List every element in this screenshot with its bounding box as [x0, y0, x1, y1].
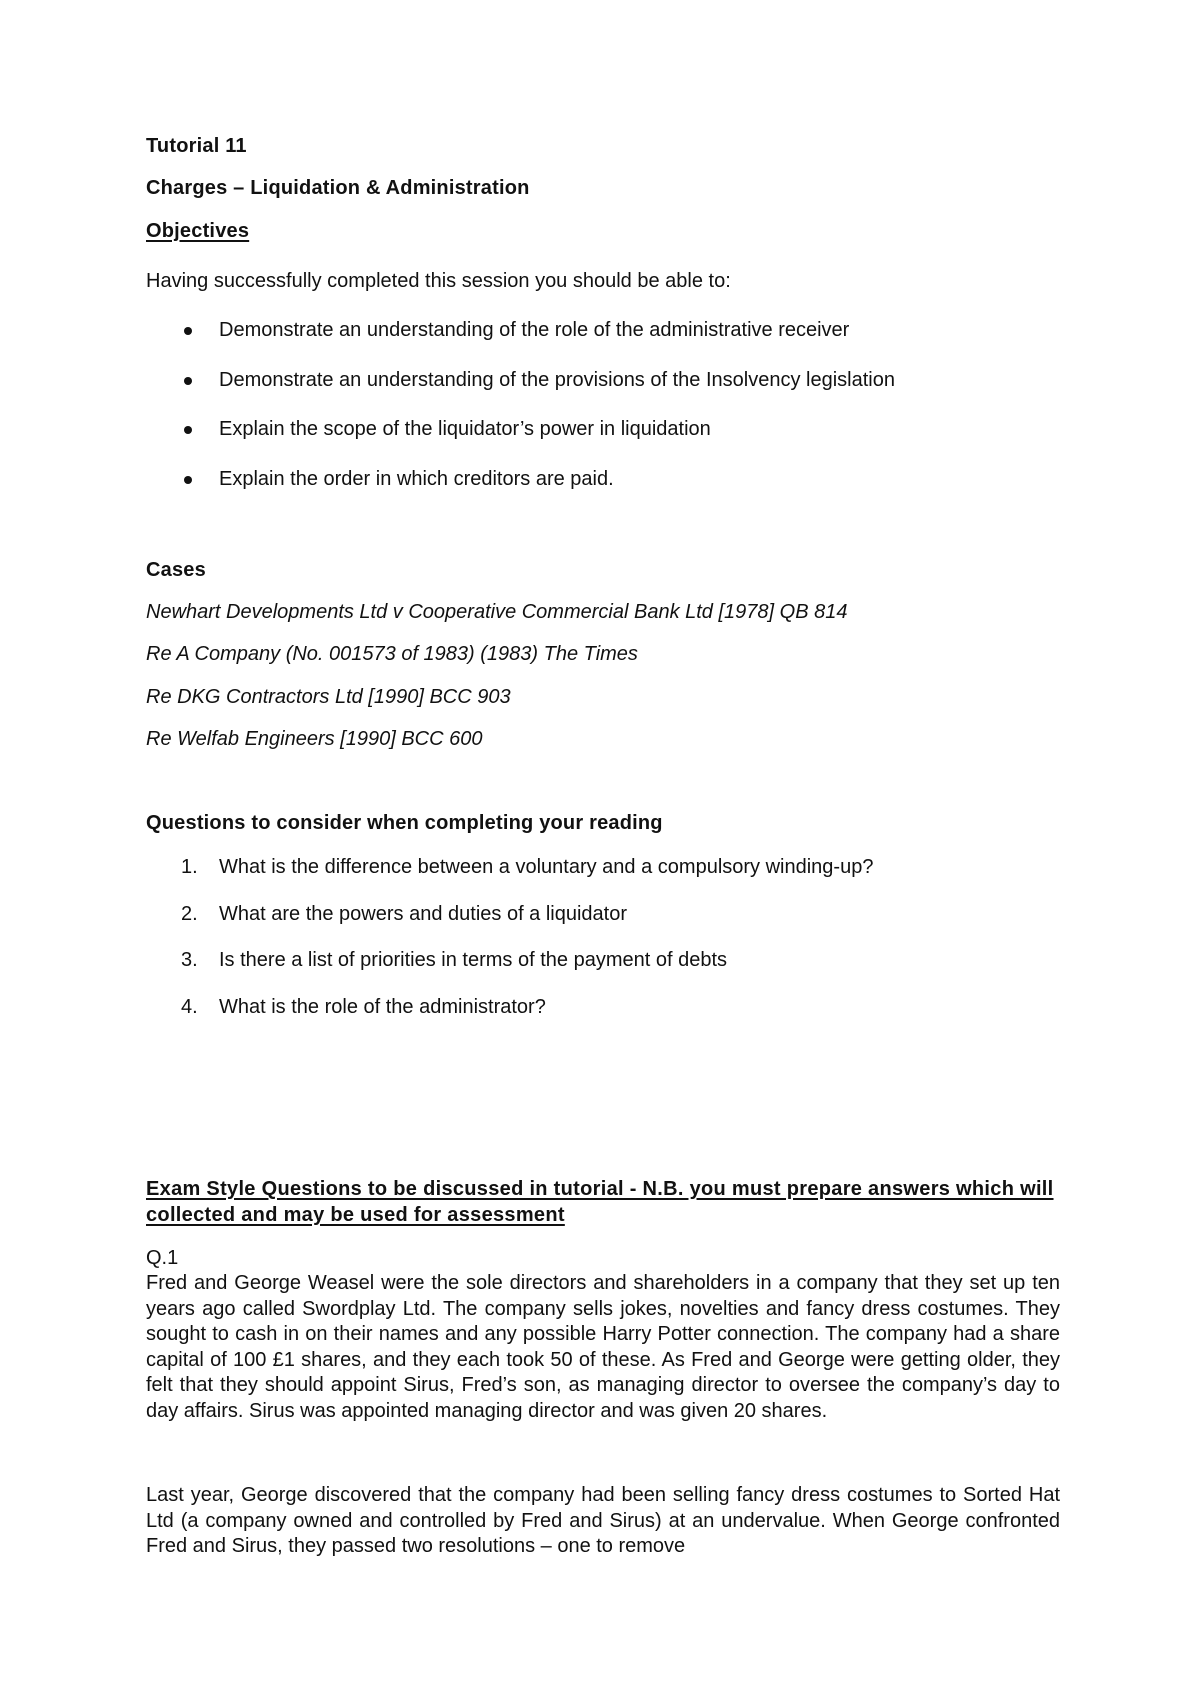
objective-text: Demonstrate an understanding of the provisions of the Insolvency legislation: [219, 369, 895, 391]
question-text: What is the role of the administrator?: [219, 996, 546, 1018]
tutorial-subtitle: Charges – Liquidation & Administration: [146, 177, 530, 199]
case-citation: Re Welfab Engineers [1990] BCC 600: [146, 728, 483, 750]
case-citation: Newhart Developments Ltd v Cooperative Commercial Bank Ltd [1978] QB 814: [146, 601, 848, 623]
question-number: 1.: [181, 856, 198, 878]
objective-text: Explain the scope of the liquidator’s power in liquidation: [219, 418, 711, 440]
bullet-icon: [184, 377, 192, 385]
tutorial-title: Tutorial 11: [146, 135, 247, 157]
scenario-paragraph: Fred and George Weasel were the sole directors and shareholders in a company that they set up ten years ago called Swordplay Ltd. The company sells jokes, novelties and fancy dress costumes. They sought to cash in on their names and any possible Harry Potter connection. The company had a share capital of 100 £1 shares, and they each took 50 of these. As Fred and George were getting older, they felt that they should appoint Sirus, Fred’s son, as managing director to oversee the company’s day to day affairs. Sirus was appointed managing director and was given 20 shares.: [146, 1272, 1060, 1422]
objective-text: Demonstrate an understanding of the role of the administrative receiver: [219, 319, 850, 341]
question-number: 2.: [181, 903, 198, 925]
case-citation: Re A Company (No. 001573 of 1983) (1983) The Times: [146, 643, 638, 665]
objectives-intro: Having successfully completed this session you should be able to:: [146, 270, 731, 292]
bullet-icon: [184, 327, 192, 335]
scenario-paragraph: Last year, George discovered that the company had been selling fancy dress costumes to Sorted Hat Ltd (a company owned and controlled by Fred and Sirus) at an undervalue. When George confronted Fred and Sirus, they passed two resolutions – one to remove: [146, 1484, 1060, 1557]
question-label: Q.1: [146, 1247, 179, 1269]
objectives-heading: Objectives: [146, 220, 250, 242]
objective-text: Explain the order in which creditors are paid.: [219, 468, 614, 490]
question-text: Is there a list of priorities in terms of the payment of debts: [219, 949, 728, 971]
bullet-icon: [184, 476, 192, 484]
question-text: What are the powers and duties of a liquidator: [219, 903, 628, 925]
questions-heading: Questions to consider when completing your reading: [146, 812, 663, 834]
bullet-icon: [184, 426, 192, 434]
case-citation: Re DKG Contractors Ltd [1990] BCC 903: [146, 686, 511, 708]
cases-heading: Cases: [146, 559, 206, 581]
document-page: [146, 0, 1060, 1698]
question-number: 3.: [181, 949, 198, 971]
question-number: 4.: [181, 996, 198, 1018]
question-text: What is the difference between a voluntary and a compulsory winding-up?: [219, 856, 874, 878]
exam-questions-heading: Exam Style Questions to be discussed in tutorial - N.B. you must prepare answers which will collected and may be used for assessment: [146, 1178, 1054, 1226]
